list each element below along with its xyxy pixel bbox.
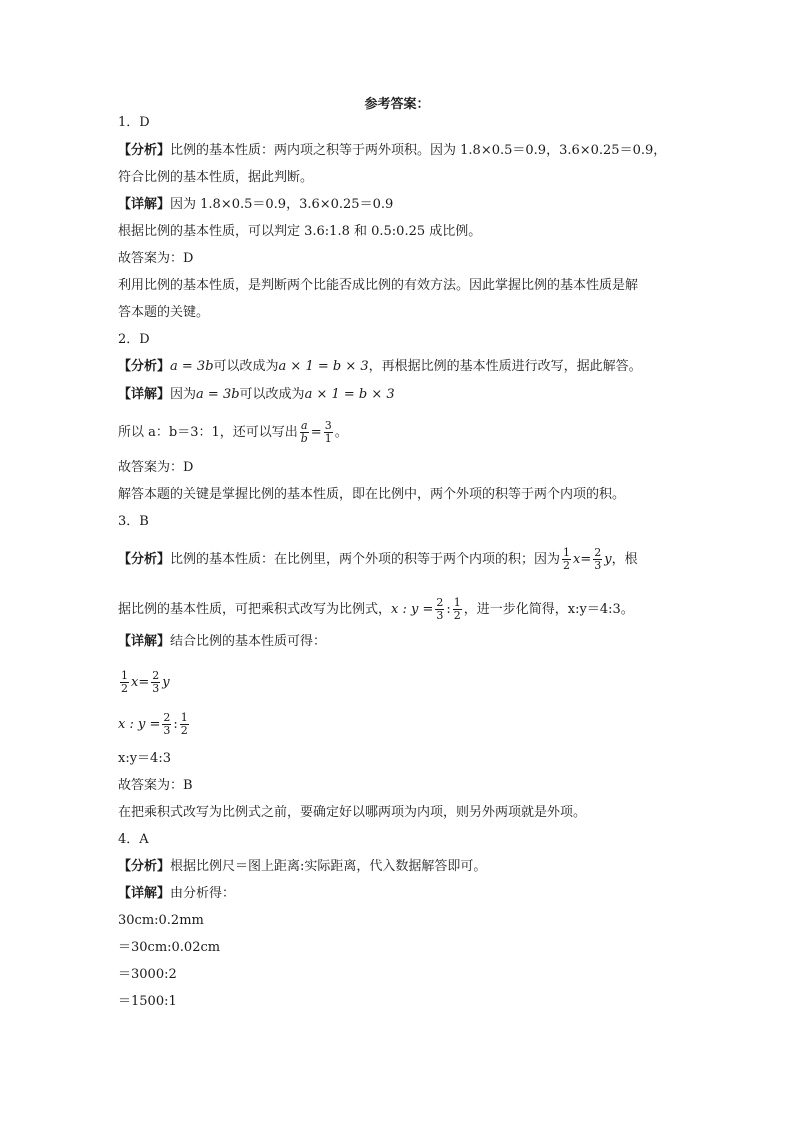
fraction-two-thirds: $\frac{2}{3}$ bbox=[436, 596, 444, 622]
fraction-one-half: $\frac{1}{2}$ bbox=[121, 669, 128, 695]
page-title: 参考答案： bbox=[364, 97, 430, 112]
analysis-tag: 【分析】 bbox=[118, 859, 171, 874]
text: 因为 bbox=[170, 387, 197, 402]
fraction-two-thirds: $\frac{2}{3}$ bbox=[152, 669, 160, 695]
fraction-two-thirds: $\frac{2}{3}$ bbox=[594, 546, 602, 572]
q1-conclusion: 故答案为：D bbox=[118, 251, 194, 266]
q3-analysis-line2: 据比例的基本性质，可把乘积式改写为比例式，x : y = $\frac{2}{3}$ : $\frac{1}{2}$ ，进一步化简得，x:y＝4:3。 bbox=[118, 596, 634, 622]
q3-equation2: x : y = $\frac{2}{3}$ : $\frac{1}{2}$ bbox=[118, 711, 188, 737]
analysis-tag: 【分析】 bbox=[118, 359, 171, 374]
q2-conclusion: 故答案为：D bbox=[118, 460, 194, 475]
text: ，根 bbox=[611, 552, 638, 567]
math-expr: a = 3b bbox=[170, 359, 214, 374]
q1-detail-line1 bbox=[118, 196, 393, 214]
q3-analysis-line1: 【分析】比例的基本性质：在比例里，两个外项的积等于两个内项的积；因为 $\frac{1}{2}$ x= $\frac{2}{3}$ y，根 bbox=[118, 546, 638, 572]
detail-tag: 【详解】 bbox=[118, 387, 171, 402]
q2-note: 解答本题的关键是掌握比例的基本性质，即在比例中，两个外项的积等于两个内项的积。 bbox=[118, 487, 626, 502]
detail-tag: 【详解】 bbox=[118, 634, 171, 649]
text: ，进一步化简得，x:y＝4:3。 bbox=[463, 602, 634, 617]
text: 结合比例的基本性质可得： bbox=[170, 634, 327, 649]
q2-analysis bbox=[118, 358, 642, 376]
q3-equation1: $\frac{1}{2}$ x= $\frac{2}{3}$ y bbox=[121, 669, 170, 695]
text: 据比例的基本性质，可把乘积式改写为比例式， bbox=[118, 602, 392, 617]
q1-analysis-line1 bbox=[118, 142, 666, 160]
text: 所以 a：b＝3：1，还可以写出 bbox=[118, 425, 298, 440]
q1-detail-text: 因为 1.8×0.5＝0.9，3.6×0.25＝0.9 bbox=[170, 197, 394, 212]
fraction-one-half: $\frac{1}{2}$ bbox=[563, 546, 571, 572]
text: 。 bbox=[334, 425, 348, 440]
q3-answer: 3．B bbox=[118, 514, 149, 529]
q3-note: 在把乘积式改写为比例式之前，要确定好以哪两项为内项，则另外两项就是外项。 bbox=[118, 805, 587, 820]
q2-so-line bbox=[118, 420, 348, 445]
q2-detail bbox=[118, 386, 395, 404]
q1-answer: 1．D bbox=[118, 115, 150, 130]
detail-tag: 【详解】 bbox=[118, 197, 171, 212]
q1-note-line1: 利用比例的基本性质，是判断两个比能否成比例的有效方法。因此掌握比例的基本性质是解 bbox=[118, 278, 639, 293]
q3-conclusion: 故答案为：B bbox=[118, 778, 193, 793]
q3-detail bbox=[118, 633, 326, 651]
q4-step-1: 30cm:0.2mm bbox=[118, 913, 204, 928]
q4-step-2: ＝30cm:0.02cm bbox=[118, 940, 221, 955]
analysis-tag: 【分析】 bbox=[118, 143, 171, 158]
q4-detail bbox=[118, 885, 235, 903]
text: 可以改成为 bbox=[239, 387, 305, 402]
q1-detail-line2: 根据比例的基本性质，可以判定 3.6:1.8 和 0.5:0.25 成比例。 bbox=[118, 224, 482, 239]
text: 比例的基本性质：在比例里，两个外项的积等于两个内项的积；因为 bbox=[170, 552, 561, 567]
q1-note-line2: 答本题的关键。 bbox=[118, 305, 210, 320]
text: 根据比例尺＝图上距离:实际距离，代入数据解答即可。 bbox=[170, 859, 487, 874]
math-expr: a × 1 = b × 3 bbox=[304, 387, 395, 402]
fraction-a-over-b: $\frac{a}{b}$ bbox=[300, 419, 308, 445]
q1-analysis-text: 比例的基本性质：两内项之积等于两外项积。因为 1.8×0.5＝0.9，3.6×0.25＝0.9， bbox=[170, 143, 667, 158]
fraction-one-half: $\frac{1}{2}$ bbox=[453, 596, 461, 622]
text: ，再根据比例的基本性质进行改写，据此解答。 bbox=[368, 359, 642, 374]
q4-step-3: ＝3000:2 bbox=[118, 967, 177, 982]
math-expr: a = 3b bbox=[196, 387, 240, 402]
text: 可以改成为 bbox=[213, 359, 279, 374]
text: 由分析得： bbox=[170, 886, 236, 901]
q4-step-4: ＝1500:1 bbox=[118, 994, 177, 1009]
q1-analysis-line2: 符合比例的基本性质，据此判断。 bbox=[118, 170, 314, 185]
q4-analysis bbox=[118, 858, 486, 876]
q4-answer: 4．A bbox=[118, 832, 149, 847]
detail-tag: 【详解】 bbox=[118, 886, 171, 901]
math-expr: a × 1 = b × 3 bbox=[278, 359, 369, 374]
fraction-one-half: $\frac{1}{2}$ bbox=[180, 711, 188, 737]
q2-answer: 2．D bbox=[118, 332, 150, 347]
fraction-two-thirds: $\frac{2}{3}$ bbox=[163, 711, 171, 737]
q3-result: x:y＝4:3 bbox=[118, 751, 171, 766]
analysis-tag: 【分析】 bbox=[118, 552, 171, 567]
fraction-3-over-1: $\frac{3}{1}$ bbox=[324, 419, 332, 445]
equals: = bbox=[310, 425, 322, 440]
